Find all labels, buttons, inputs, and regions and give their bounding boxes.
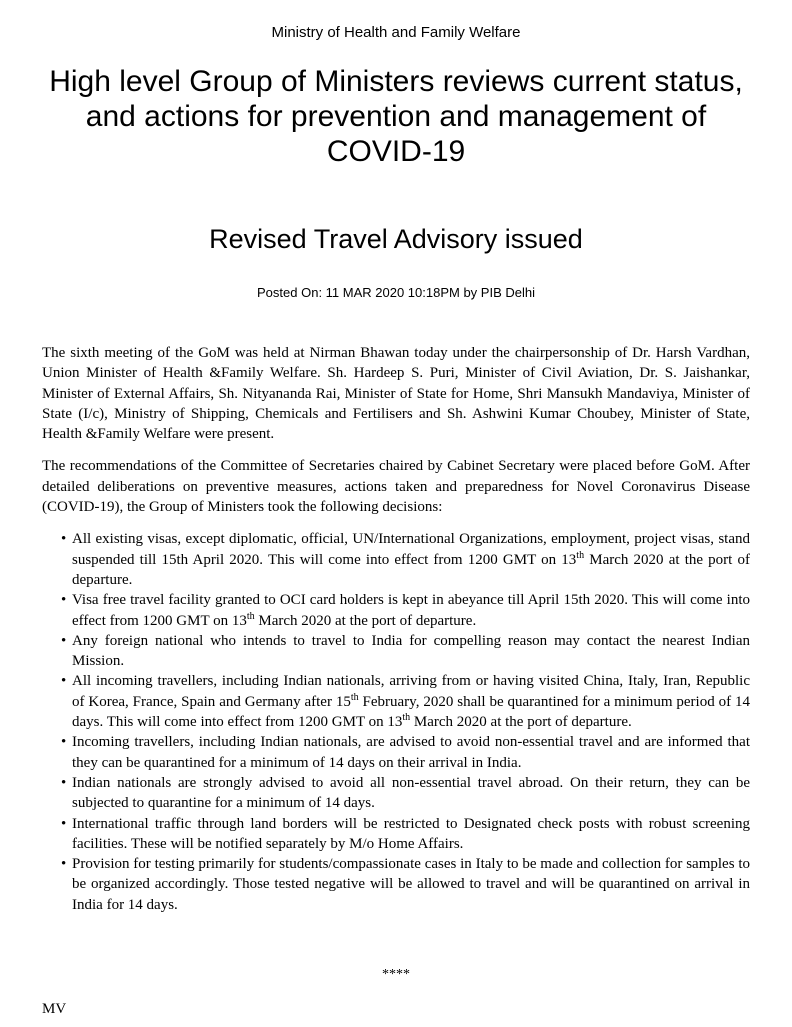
bullet-icon: • [61, 531, 67, 548]
paragraph-recommendations: The recommendations of the Committee of Secretaries chaired by Cabinet Secretary were placed before GoM. After detailed deliberations on preventive measures, actions taken and preparedness for Novel Coronavirus Disease (COVID-19), the Group of Ministers took the following decisions: [42, 458, 750, 516]
list-item-text: Any foreign national who intends to travel to India for compelling reason may contact the nearest Indian Mission. [72, 632, 750, 670]
article-body [42, 343, 750, 915]
bullet-icon: • [61, 774, 67, 791]
author-initials: MV [42, 1001, 67, 1017]
list-item-text: Provision for testing primarily for students/compassionate cases in Italy to be made and collection for samples to be organized accordingly. Those tested negative will be allowed to travel and will be quarantined on arrival in India for 14 days. [72, 856, 750, 913]
list-item-text: Indian nationals are strongly advised to avoid all non-essential travel abroad. On their return, they can be subjected to quarantine for a minimum of 14 days. [72, 774, 750, 812]
list-item-text: International traffic through land borders will be restricted to Designated check posts with robust screening facilities. These will be notified separately by M/o Home Affairs. [72, 815, 750, 852]
list-item [42, 590, 750, 631]
bullet-icon: • [61, 815, 67, 832]
list-item [42, 732, 750, 773]
paragraph-attendance: The sixth meeting of the GoM was held at Nirman Bhawan today under the chairpersonship of Dr. Harsh Vardhan, Union Minister of Health &Family Welfare. Sh. Hardeep S. Puri, Minister of Civil Aviation, Dr. S. Jaishankar, Minister of External Affairs, Sh. Nityananda Rai, Minister of State for Home, Shri Mansukh Mandaviya, Minister of State (I/c), Ministry of Shipping, Chemicals and Fertilisers and Sh. Ashwini Kumar Choubey, Minister of State, Health &Family Welfare were present. [42, 345, 750, 443]
list-item [42, 814, 750, 855]
list-item-text: Visa free travel facility granted to OCI card holders is kept in abeyance till April 15th 2020. This will come into effect from 1200 GMT on 13th March 2020 at the port of departure. [72, 592, 750, 629]
bullet-icon: • [61, 592, 67, 609]
end-marker: **** [382, 967, 410, 982]
ministry-name: Ministry of Health and Family Welfare [271, 24, 521, 41]
bullet-icon: • [61, 734, 67, 751]
bullet-icon: • [61, 856, 67, 873]
list-item [42, 631, 750, 672]
list-item-text: All incoming travellers, including Indian nationals, arriving from or having visited China, Italy, Iran, Republic of Korea, France, Spain and Germany after 15th February, 2020 shall be quarantined for a minimum period of 14 days. This will come into effect from 1200 GMT on 13th March 2020 at the port of departure. [72, 673, 751, 731]
list-item-text: All existing visas, except diplomatic, official, UN/International Organizations, employment, project visas, stand suspended till 15th April 2020. This will come into effect from 1200 GMT on 13th March 2020 at the port of departure. [72, 531, 750, 588]
posted-date: Posted On: 11 MAR 2020 10:18PM by PIB Delhi [257, 285, 535, 300]
decisions-list [42, 529, 750, 915]
page-subtitle: Revised Travel Advisory issued [209, 224, 583, 254]
page-title: High level Group of Ministers reviews current status, and actions for prevention and management of COVID-19 [49, 65, 743, 168]
bullet-icon: • [61, 632, 67, 649]
list-item [42, 671, 750, 732]
list-item [42, 529, 750, 590]
list-item [42, 773, 750, 814]
bullet-icon: • [61, 673, 67, 690]
list-item [42, 854, 750, 915]
list-item-text: Incoming travellers, including Indian nationals, are advised to avoid non-essential travel and are informed that they can be quarantined for a minimum of 14 days on their arrival in India. [72, 734, 750, 771]
